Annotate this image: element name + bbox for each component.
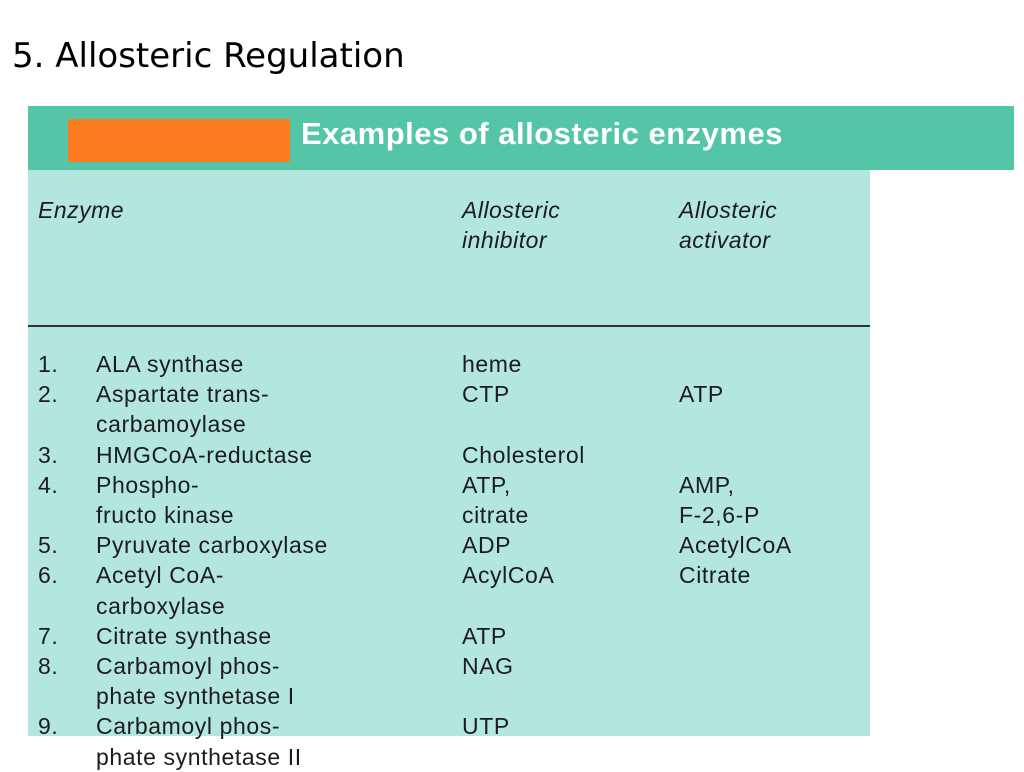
enzyme-table (28, 170, 870, 770)
banner-title: Examples of allosteric enzymes (301, 116, 783, 151)
enzyme-name: carbamoylase (96, 411, 247, 438)
row-number: 1. (38, 351, 59, 377)
enzyme-name: phate synthetase II (96, 743, 302, 770)
inhibitor-value: Cholesterol (462, 441, 585, 468)
row-number: 9. (38, 713, 59, 740)
inhibitor-value: UTP (462, 713, 510, 740)
row-number: 4. (38, 471, 59, 498)
inhibitor-value: ATP (462, 622, 507, 649)
header-enzyme: Enzyme (38, 197, 125, 223)
header-activator (679, 195, 777, 255)
header-activator-line2: activator (679, 227, 771, 253)
row-number: 8. (38, 653, 59, 679)
inhibitor-value: ADP (462, 532, 512, 559)
activator-value: F-2,6-P (679, 502, 760, 528)
inhibitor-value: citrate (462, 502, 529, 528)
activator-value: AcetylCoA (679, 532, 792, 559)
enzyme-name: Phospho- (96, 471, 200, 498)
header-rule (28, 325, 870, 327)
row-number: 3. (38, 441, 59, 468)
header-activator-line1: Allosteric (679, 197, 778, 223)
row-number: 7. (38, 622, 59, 649)
header-inhibitor (462, 195, 560, 255)
inhibitor-value: heme (462, 351, 522, 377)
activator-value: Citrate (679, 562, 751, 589)
enzyme-name: Acetyl CoA- (96, 562, 225, 589)
enzyme-name: Aspartate trans- (96, 381, 270, 408)
enzyme-name: carboxylase (96, 592, 226, 619)
activator-value: ATP (679, 381, 724, 408)
inhibitor-value: ATP, (462, 471, 511, 498)
enzyme-name: ALA synthase (96, 351, 244, 377)
header-inhibitor-line1: Allosteric (462, 197, 561, 223)
redaction-box (68, 119, 290, 162)
banner (28, 106, 1014, 170)
row-number: 6. (38, 562, 59, 589)
activator-value: AMP, (679, 471, 735, 498)
header-inhibitor-line2: inhibitor (462, 227, 548, 253)
slide-title: 5. Allosteric Regulation (12, 36, 405, 76)
scanned-figure (28, 106, 1014, 770)
row-number: 2. (38, 381, 59, 408)
enzyme-name: fructo kinase (96, 502, 235, 528)
enzyme-name: Carbamoyl phos- (96, 713, 281, 740)
inhibitor-value: NAG (462, 653, 514, 679)
enzyme-name: Citrate synthase (96, 622, 272, 649)
inhibitor-value: AcylCoA (462, 562, 555, 589)
row-number: 5. (38, 532, 59, 559)
enzyme-name: Pyruvate carboxylase (96, 532, 328, 559)
enzyme-name: Carbamoyl phos- (96, 653, 281, 679)
inhibitor-value: CTP (462, 381, 510, 408)
enzyme-name: phate synthetase I (96, 683, 295, 710)
enzyme-name: HMGCoA-reductase (96, 441, 313, 468)
